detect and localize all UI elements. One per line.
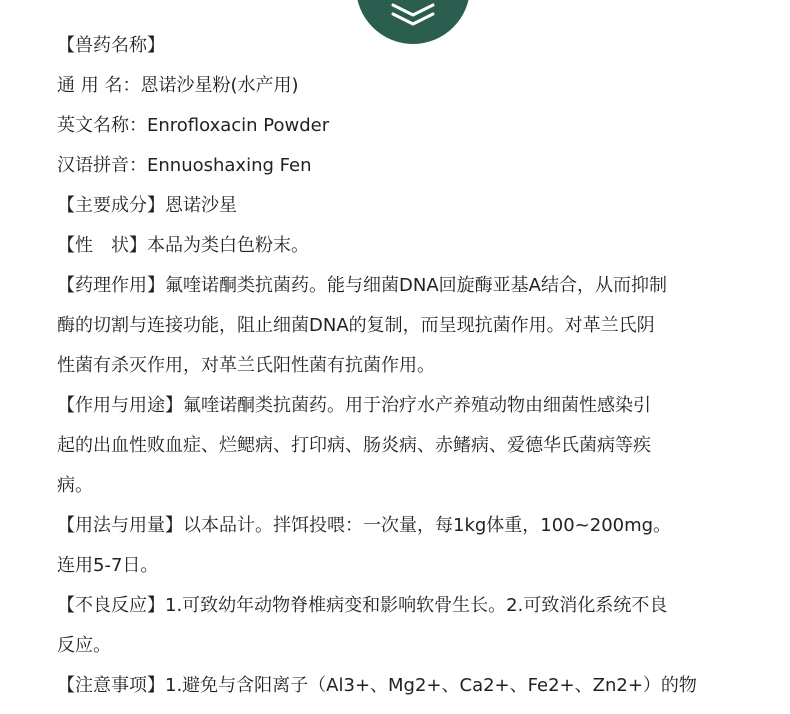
dosage-line-2: 连用5-7日。: [57, 555, 159, 576]
adverse-reactions-line-2: 反应。: [57, 635, 111, 656]
precautions-line-1: 【注意事项】1.避免与含阳离子（Al3+、Mg2+、Ca2+、Fe2+、Zn2+）的物: [57, 675, 697, 696]
pharmacology-line-3: 性菌有杀灭作用，对革兰氏阳性菌有抗菌作用。: [57, 355, 435, 376]
adverse-reactions-line-1: 【不良反应】1.可致幼年动物脊椎病变和影响软骨生长。2.可致消化系统不良: [57, 595, 668, 616]
usage-line-3: 病。: [57, 475, 93, 496]
usage-line-2: 起的出血性败血症、烂鳃病、打印病、肠炎病、赤鳍病、爱德华氏菌病等疾: [57, 435, 651, 456]
chevron-down-icon: [390, 2, 436, 28]
common-name-line: 通 用 名：恩诺沙星粉(水产用): [57, 75, 299, 96]
main-ingredient-line: 【主要成分】恩诺沙星: [57, 195, 237, 216]
section-heading-name: 【兽药名称】: [57, 35, 165, 56]
pinyin-line: 汉语拼音：Ennuoshaxing Fen: [57, 155, 312, 176]
dosage-line-1: 【用法与用量】以本品计。拌饵投喂：一次量，每1kg体重，100~200mg。: [57, 515, 672, 536]
pharmacology-line-2: 酶的切割与连接功能，阻止细菌DNA的复制，而呈现抗菌作用。对革兰氏阴: [57, 315, 655, 336]
appearance-line: 【性 状】本品为类白色粉末。: [57, 235, 309, 256]
pharmacology-line-1: 【药理作用】氟喹诺酮类抗菌药。能与细菌DNA回旋酶亚基A结合，从而抑制: [57, 275, 667, 296]
usage-line-1: 【作用与用途】氟喹诺酮类抗菌药。用于治疗水产养殖动物由细菌性感染引: [57, 395, 651, 416]
product-description: [57, 26, 737, 706]
english-name-line: 英文名称：Enrofloxacin Powder: [57, 115, 330, 136]
